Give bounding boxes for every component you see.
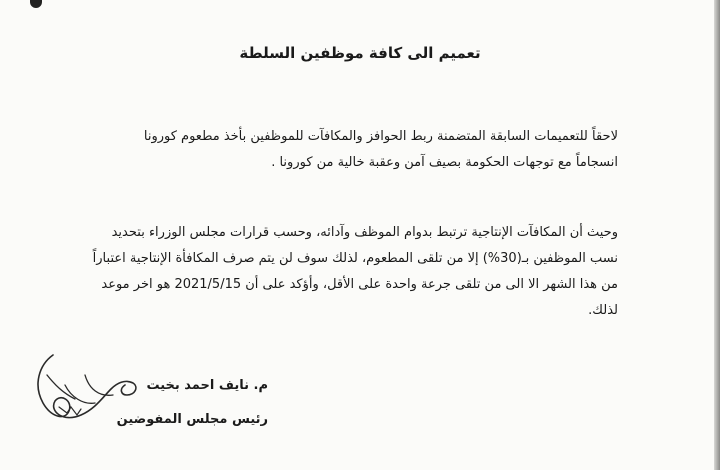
paragraph-2 — [18, 220, 618, 324]
document-title: تعميم الى كافة موظفين السلطة — [239, 44, 481, 62]
page-edge-shadow — [714, 0, 720, 470]
paragraph-2-line-3: من هذا الشهر الا الى من تلقى جرعة واحدة على الأقل، وأؤكد على أن 2021/5/15 هو اخر موعد — [101, 277, 618, 292]
paragraph-2-line-2: نسب الموظفين بـ(30%) إلا من تلقى المطعوم، لذلك سوف لن يتم صرف المكافأة الإنتاجية اعتباراً — [92, 251, 618, 266]
corner-mark — [30, 0, 42, 8]
paragraph-1-line-1: لاحقاً للتعميمات السابقة المتضمنة ربط الحوافز والمكافآت للموظفين بأخذ مطعوم كورونا — [143, 129, 618, 144]
signatory-title: رئيس مجلس المفوضين — [116, 412, 268, 427]
paragraph-1-line-2: انسجاماً مع توجهات الحكومة بصيف آمن وعقبة خالية من كورونا . — [271, 155, 618, 170]
signatory-name: م. نايف احمد بخيت — [146, 378, 268, 393]
paragraph-2-line-4: لذلك. — [588, 303, 618, 318]
paragraph-1 — [18, 124, 618, 176]
paragraph-2-line-1: وحيث أن المكافآت الإنتاجية ترتبط بدوام الموظف وآدائه، وحسب قرارات مجلس الوزراء بتحديد — [111, 225, 618, 240]
